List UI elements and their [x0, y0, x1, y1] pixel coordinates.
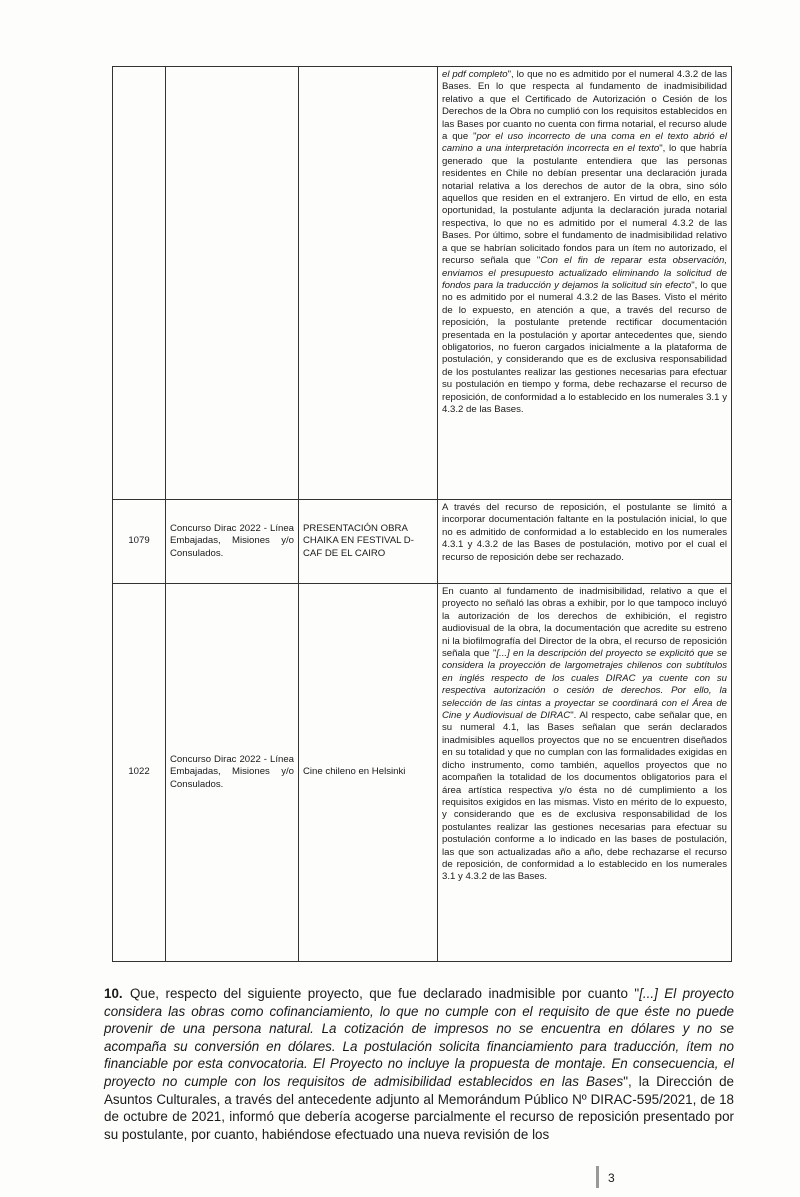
row-id-cell: 1022	[113, 584, 166, 962]
row-id-cell: 1079	[113, 500, 166, 584]
italic-text: por el uso incorrecto de una coma en el texto abrió el camino a una interpretación incorrecta en el texto	[442, 131, 727, 155]
reasoning-cell	[438, 500, 732, 584]
project-cell: PRESENTACIÓN OBRA CHAIKA EN FESTIVAL D-CAF DE EL CAIRO	[299, 500, 438, 584]
contest-cell	[166, 67, 299, 500]
numbered-paragraph	[104, 985, 734, 1143]
text-run: En cuanto al fundamento de inadmisibilidad, relativo a que el proyecto no señaló las obras a exhibir, por lo que tampoco incluyó la autorización de los derechos de exhibición, el registro audiovisual de la obra, la documentación que acredite su estreno ni la biofilmografía del Director de la obra, el recurso de reposición señala que "	[442, 586, 727, 660]
contest-cell: Concurso Dirac 2022 - Línea Embajadas, Misiones y/o Consulados.	[166, 500, 299, 584]
resolution-table	[112, 66, 732, 962]
reasoning-text	[442, 69, 727, 416]
text-run: ", lo que no es admitido por el numeral 4.3.2 de las Bases. Visto el mérito de lo expuesto, en atención a que, a través del recurso de reposición, la postulante pretende rectificar documentación presentada en la postulación y aportar antecedentes que, siendo obligatorios, no fueron cargados inicialmente a la plataforma de postulación, y considerando que es de exclusiva responsabilidad de los postulantes realizar las gestiones necesarias para efectuar su postulación en tiempo y forma, debe rechazarse el recurso de reposición, de conformidad a lo establecido en los numerales 3.1 y 4.3.2 de las Bases.	[442, 279, 727, 415]
italic-text: [...] El proyecto considera las obras como cofinanciamiento, lo que no cumple con el requisito de que éste no puede provenir de una persona natural. La cotización de impresos no se encuentra en dólares y no se acompaña su conversión en dólares. La postulación solicita financiamiento para traducción, ítem no financiable por esta convocatoria. El Proyecto no incluye la propuesta de montaje. En consecuencia, el proyecto no cumple con los requisitos de admisibilidad establecidos en las Bases	[104, 986, 734, 1089]
paragraph-text	[104, 986, 734, 1142]
contest-cell: Concurso Dirac 2022 - Línea Embajadas, Misiones y/o Consulados.	[166, 584, 299, 962]
reasoning-cell	[438, 67, 732, 500]
text-run: ", la Dirección de Asuntos Culturales, a través del antecedente adjunto al Memorándum Público Nº DIRAC-595/2021, de 18 de octubre de 2021, informó que debería acogerse parcialmente el recurso de reposición presentado por su postulante, por cuanto, habiéndose efectuado una nueva revisión de los	[104, 1073, 734, 1142]
reasoning-text	[442, 586, 727, 884]
text-run: ", lo que no es admitido por el numeral 4.3.2 de las Bases. En lo que respecta al fundamento de inadmisibilidad relativo a que el Certificado de Autorización o Cesión de los Derechos de la Obra no cumplió con los requisitos establecidos en las Bases por cuanto no cuenta con firma notarial, el recurso alude a que "	[442, 69, 727, 143]
text-run: A través del recurso de reposición, el postulante se limitó a incorporar documentación faltante en la postulación inicial, lo que no es admitido de conformidad a lo establecido en los numerales 4.3.1 y 4.3.2 de las Bases de postulación, motivo por el cual el recurso de reposición debe ser rechazado.	[442, 502, 727, 563]
table-row	[113, 584, 732, 962]
project-cell	[299, 67, 438, 500]
text-run: Que, respecto del siguiente proyecto, que fue declarado inadmisible por cuanto "	[130, 986, 640, 1001]
row-id-cell	[113, 67, 166, 500]
italic-text: el pdf completo	[442, 69, 508, 80]
project-cell: Cine chileno en Helsinki	[299, 584, 438, 962]
page-number: 3	[608, 1171, 615, 1185]
italic-text: [...] en la descripción del proyecto se explicitó que se considera la proyección de largometrajes chilenos con subtítulos en inglés respecto de los cuales DIRAC ya cuente con su respectiva autorización o cesión de derechos. Por ello, la selección de las cintas a proyectar se coordinará con el Área de Cine y Audiovisual de DIRAC	[442, 648, 727, 722]
table-row	[113, 67, 732, 500]
reasoning-text	[442, 502, 727, 564]
reasoning-cell	[438, 584, 732, 962]
text-run: ". Al respecto, cabe señalar que, en su numeral 4.1, las Bases señalan que serán declarados inadmisibles aquellos proyectos que no se encuentren diseñados en su totalidad y que no cumplan con las formalidades exigidas en dicho instrumento, como también, aquellos proyectos que no acompañen la totalidad de los documentos obligatorios para el área artística respectiva y/o ésta no dé cumplimiento a los requisitos exigidos en las mismas. Visto en mérito de lo expuesto, y considerando que es de exclusiva responsabilidad de los postulantes realizar las gestiones necesarias para efectuar su postulación conforme a lo indicado en las bases de postulación, las que son actualizadas año a año, debe rechazarse el recurso de reposición, de conformidad a lo establecido en los numerales 3.1 y 4.3.2 de las Bases.	[442, 710, 728, 883]
italic-text: Con el fin de reparar esta observación, enviamos el presupuesto actualizado eliminando la solicitud de fondos para la traducción y dejamos la solicitud sin efecto	[442, 255, 727, 291]
paragraph-number: 10.	[104, 986, 123, 1001]
table-row	[113, 500, 732, 584]
text-run: ", lo que habría generado que la postulante entendiera que las personas residentes en Chile no debían presentar una declaración jurada notarial relativa a los derechos de autor de la obra, sino sólo aquellos que residen en el extranjero. En virtud de ello, en esta oportunidad, la postulante adjunta la declaración jurada notarial respectiva, lo que no es admitido por el numeral 4.3.2 de las Bases. Por último, sobre el fundamento de inadmisibilidad relativo a que se habrían solicitado fondos para un ítem no autorizado, el recurso señala que "	[442, 143, 728, 267]
